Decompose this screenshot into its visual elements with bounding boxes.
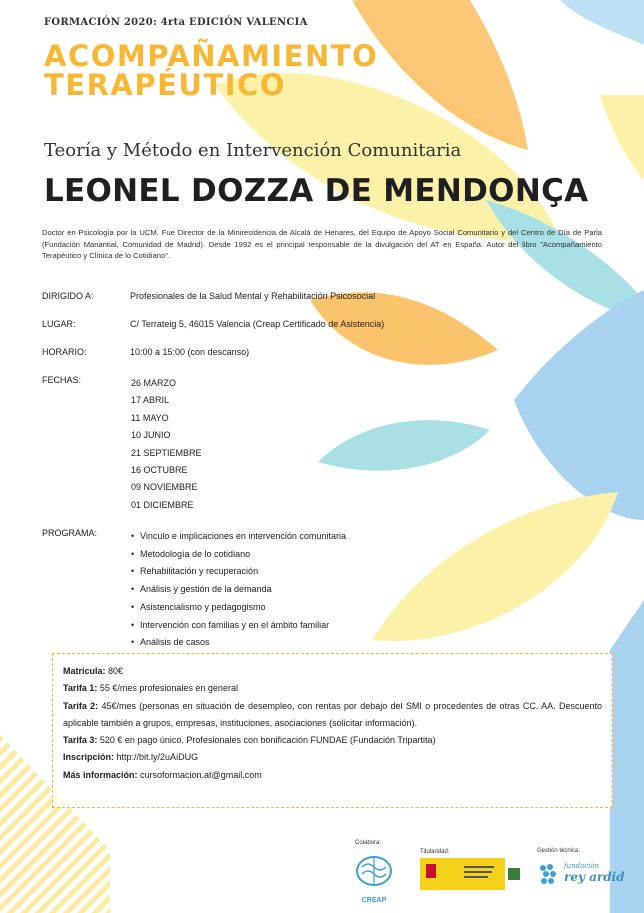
rey-ardid-dots-icon xyxy=(538,862,562,886)
programa-item: • Metodología de lo cotidiano xyxy=(131,546,346,564)
tarifa3-value: 520 € en pago único. Profesionales con bonificación FUNDAE (Fundación Tripartita) xyxy=(99,735,436,746)
programa-list xyxy=(131,528,346,652)
creap-brain-icon xyxy=(352,852,396,892)
leaf-teal-mid xyxy=(318,420,490,471)
dirigido-value: Profesionales de la Salud Mental y Rehabilitación Psicosocial xyxy=(130,291,376,301)
leaf-yellow-right xyxy=(600,95,644,180)
creap-logo xyxy=(352,852,396,904)
tarifa2-label: Tarifa 2: xyxy=(63,700,99,711)
creap-text: CREAP xyxy=(361,897,387,904)
ministerio-logo xyxy=(420,858,525,890)
fechas-list xyxy=(131,375,202,514)
programa-item: • Vinculo e implicaciones en intervención comunitaria xyxy=(131,528,346,546)
speaker-bio: Doctor en Psicología por la UCM. Fue Director de la Miniresidencia de Alcalá de Henares, del Equipo de Apoyo Social Comunitario y del Centro de Día de Parla (Fundación Manantial, Comunidad de Madrid). Desde 1992 es el principal responsable de la divulgación del AT en España. Autor del libro "Acompañamiento Terapéutico y Clínica de lo Cotidiano". xyxy=(42,228,602,260)
inscripcion-label: Inscripción: xyxy=(63,752,115,763)
inscripcion-line xyxy=(63,749,602,766)
fechas-label: FECHAS: xyxy=(42,375,82,385)
fecha-item: 17 ABRIL xyxy=(131,395,170,406)
horario-value: 10:00 a 15:00 (con descanso) xyxy=(130,347,250,357)
programa-label: PROGRAMA: xyxy=(42,528,98,538)
leaf-blue-right xyxy=(514,290,644,520)
fecha-item: 10 JUNIO xyxy=(131,430,171,441)
tarifa2-line xyxy=(63,698,602,733)
programa-item: • Asistencialismo y pedagogismo xyxy=(131,599,346,617)
subtitle: Teoría y Método en Intervención Comunitaria xyxy=(44,140,462,161)
tarifa1-line xyxy=(63,680,602,697)
tarifa3-line xyxy=(63,732,602,749)
matricula-label: Matricula: xyxy=(63,666,106,676)
info-email-link[interactable]: cursoformacion.at@gmail.com xyxy=(140,769,262,780)
lugar-label: LUGAR: xyxy=(42,319,76,329)
tarifa3-label: Tarifa 3: xyxy=(63,735,98,746)
programa-item: • Rehabilitación y recuperación xyxy=(131,563,346,581)
programa-item: • Análisis de casos xyxy=(131,634,346,652)
page-title xyxy=(44,39,379,102)
dirigido-label: DIRIGIDO A: xyxy=(42,291,94,301)
horario-label: HORARIO: xyxy=(42,347,87,357)
speaker-name: LEONEL DOZZA DE MENDONÇA xyxy=(44,173,589,209)
info-label: Más información: xyxy=(63,769,138,780)
fecha-item: 01 DICIEMBRE xyxy=(131,499,194,510)
inscripcion-link[interactable]: http://bit.ly/2uAiDUG xyxy=(116,752,199,763)
rey-ardid-line-2: rey ardid xyxy=(564,870,625,884)
programa-item: • Intervención con familias y en el ámbito familiar xyxy=(131,617,346,635)
leaf-yellow-lower xyxy=(372,492,618,641)
title-line-2: TERAPÉUTICO xyxy=(44,68,286,102)
titularidad-label: Titularidad: xyxy=(420,849,450,855)
event-line: FORMACIÓN 2020: 4rta EDICIÓN VALENCIA xyxy=(44,17,308,28)
fecha-item: 11 MAYO xyxy=(131,412,169,423)
title-line-1: ACOMPAÑAMIENTO xyxy=(44,39,379,73)
pricing-box xyxy=(52,653,613,808)
info-line xyxy=(63,767,602,784)
fecha-item: 21 SEPTIEMBRE xyxy=(131,447,202,458)
matricula-line xyxy=(63,663,602,680)
tarifa2-value: 45€/mes (personas en situación de desempleo, con rentas por debajo del SMI o procedentes de otras CC. AA. Descuento aplicable también a grupos, empresas, instituciones, asociaciones (solicitar información). xyxy=(63,700,602,728)
matricula-value: 80€ xyxy=(108,666,124,676)
tarifa1-label: Tarifa 1: xyxy=(63,683,98,694)
rey-ardid-line-1: fundación xyxy=(564,862,600,870)
spain-government-emblem-icon xyxy=(420,858,525,890)
colabora-label: Colabora: xyxy=(355,840,382,846)
programa-item: • Análisis y gestión de la demanda xyxy=(131,581,346,599)
rey-ardid-logo xyxy=(538,860,625,888)
fecha-item: 09 NOVIEMBRE xyxy=(131,482,198,493)
tarifa1-value: 55 €/mes profesionales en general xyxy=(99,683,238,694)
fecha-item: 26 MARZO xyxy=(131,378,177,388)
leaf-blue-top xyxy=(560,0,644,45)
lugar-value: C/ Terrateig 5, 46015 Valencia (Creap Certificado de Asistencia) xyxy=(130,319,385,329)
fecha-item: 16 OCTUBRE xyxy=(131,465,188,476)
gestion-label: Gestión técnica: xyxy=(537,848,581,854)
